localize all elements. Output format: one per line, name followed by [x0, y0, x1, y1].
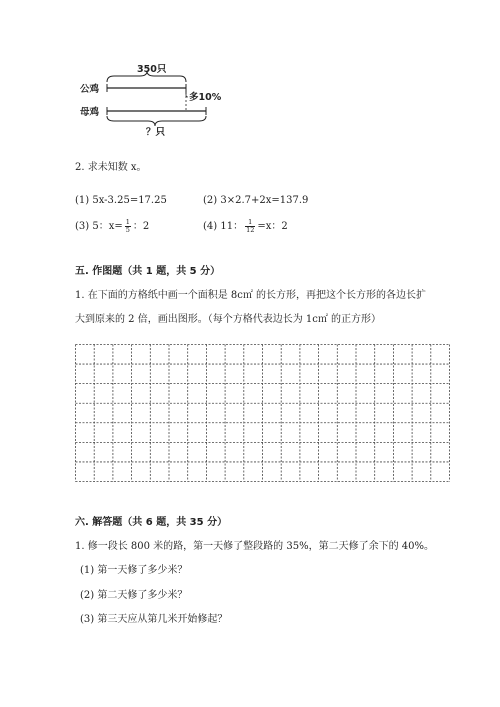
rooster-label: 公鸡 [80, 84, 100, 95]
eq3-fraction [125, 219, 131, 234]
section5-q1-line2: 大到原来的 2 倍，画出图形。（每个方格代表边长为 1c㎡ 的正方形） [75, 314, 382, 325]
diagram-lines [0, 0, 500, 140]
eq3-prefix: (3) 5：x= [75, 221, 123, 232]
total-label: 350只 [137, 64, 167, 75]
q2-eq3 [75, 217, 149, 234]
q2-eq2: (2) 3×2.7+2x=137.9 [203, 195, 309, 206]
section6-sub2: (2) 第二天修了多少米？ [80, 590, 188, 601]
q2-title: 2. 求未知数 x。 [75, 162, 147, 173]
eq3-suffix: ：2 [132, 221, 150, 232]
eq3-numerator: 1 [125, 218, 130, 226]
grid-paper[interactable] [75, 344, 450, 482]
eq3-denominator: 5 [125, 226, 130, 234]
unknown-label: ？只 [146, 127, 166, 138]
section6-q1: 1. 修一段长 800 米的路，第一天修了整段路的 35%，第二天修了余下的 40%。 [75, 541, 434, 552]
section5-q1-line1: 1. 在下面的方格纸中画一个面积是 8c㎡ 的长方形，再把这个长方形的各边长扩 [75, 290, 427, 301]
section5-heading: 五. 作图题（共 1 题，共 5 分） [75, 266, 221, 277]
eq4-suffix: =x：2 [257, 221, 288, 232]
eq4-numerator: 1 [245, 219, 255, 227]
more-label: 多10% [189, 92, 222, 103]
hen-label: 母鸡 [80, 107, 100, 118]
q2-eq1: (1) 5x-3.25=17.25 [75, 195, 167, 206]
eq4-prefix: (4) 11： [203, 221, 244, 232]
q2-eq4 [203, 217, 288, 234]
extra-brace [186, 92, 188, 97]
section6-sub3: (3) 第三天应从第几米开始修起？ [80, 614, 228, 625]
section6-sub1: (1) 第一天修了多少米？ [80, 565, 188, 576]
section6-heading: 六. 解答题（共 6 题，共 35 分） [75, 517, 228, 528]
eq4-fraction [245, 219, 255, 234]
eq4-denominator: 12 [246, 226, 255, 234]
